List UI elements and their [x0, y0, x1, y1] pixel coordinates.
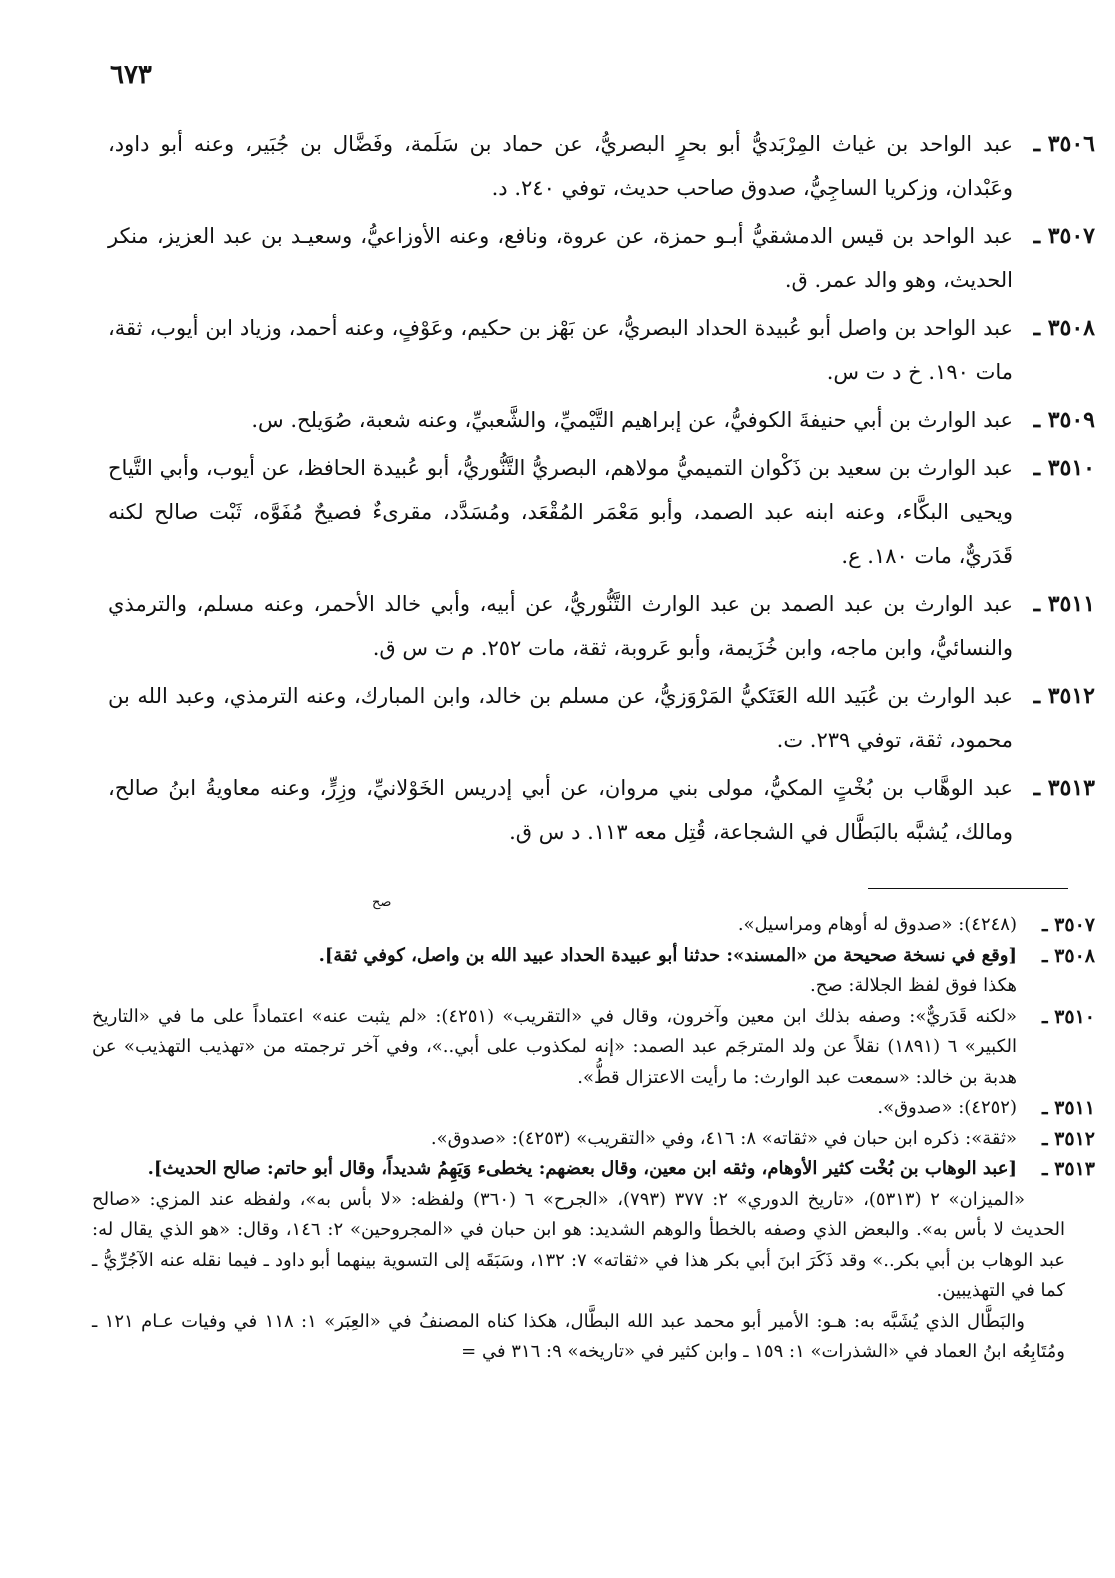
entry-number: ٣٥٠٩ ـ [1033, 407, 1095, 433]
entry-text: عبد الواحد بن قيس الدمشقيُّ أبـو حمزة، عن عروة، ونافع، وعنه الأوزاعيُّ، وسعيـد بن عبد العزيز، منكر الحديث، وهو والد عمر. ق. [108, 224, 1013, 292]
entry-text: عبد الوهَّاب بن بُخْتٍ المكيُّ، مولى بني مروان، عن أبي إدريس الخَوْلانيِّ، وزِرٍّ، وعنه معاويةُ ابنُ صالح، ومالك، يُشبَّه بالبَطَّال في الشجاعة، قُتِل معه ١١٣. د س ق. [108, 776, 1013, 844]
footnote-continuation: والبَطَّال الذي يُشَبَّه به: هـو: الأمير أبو محمد عبد الله البطَّال، هكذا كناه المصنفُ في «العِبَر» ١: ١١٨ في وفيات عـام ١٢١ ـ ومُتَابِعُه ابنُ العماد في «الشذرات» ١: ١٥٩ ـ وابن كثير في «تاريخه» ٩: ٣١٦ في = [92, 1310, 1065, 1362]
footnote-separator [868, 888, 1068, 889]
entry-number: ٣٥٠٦ ـ [1033, 131, 1095, 157]
page-number: ٦٧٣ [110, 60, 152, 90]
footnote-text: «لكنه قَدَريٌّ»: وصفه بذلك ابن معين وآخرون، وقال في «التقريب» (٤٢٥١): «لم يثبت عنه» اعتماداً على ما في «التاريخ الكبير» ٦ (١٨٩١) نقلاً عن ولد المترجَم عبد الصمد: «إنه لمكذوب على أبي..»، وفي آخر ترجمته من «تهذيب التهذيب» عن هدبة بن خالد: «سمعت عبد الوارث: ما رأيت الاعتزال قطُّ». [92, 1005, 1017, 1088]
entry [108, 446, 1095, 578]
entry-number: ٣٥١٣ ـ [1033, 775, 1095, 801]
entry-text: عبد الوارث بن عبد الصمد بن عبد الوارث التَّنُّوريُّ، عن أبيه، وأبي خالد الأحمر، وعنه مسلم، والترمذي والنسائيُّ، وابن ماجه، وابن خُزَيمة، وأبو عَروبة، ثقة، مات ٢٥٢. م ت س ق. [108, 592, 1013, 660]
footnote-bold-text: [عبد الوهاب بن بُخْت كثير الأوهام، وثقه ابن معين، وقال بعضهم: يخطىء وَيَهِمُ شديداً، وقال أبو حاتم: صالح الحديث]. [147, 1158, 1017, 1179]
footnote-bold-text: [وقع في نسخة صحيحة من «المسند»: حدثنا أبو عبيدة الحداد عبيد الله بن واصل، كوفي ثقة]. [318, 944, 1017, 966]
footnote-text: «ثقة»: ذكره ابن حبان في «ثقاته» ٨: ٤١٦، وفي «التقريب» (٤٢٥٣): «صدوق». [430, 1127, 1017, 1149]
footnote [92, 941, 1095, 1002]
entry [108, 306, 1095, 394]
entry [108, 582, 1095, 670]
footnote [92, 1124, 1095, 1155]
footnote [92, 910, 1095, 941]
entry [108, 674, 1095, 762]
entry [108, 122, 1095, 210]
footnote-number: ٣٥١٢ ـ [1041, 1127, 1095, 1150]
entries-list [108, 122, 1095, 858]
entry [108, 766, 1095, 854]
footnote-text: (٤٢٥٢): «صدوق». [877, 1097, 1017, 1118]
entry-text: عبد الوارث بن عُبَيد الله العَتَكيُّ المَرْوَزيُّ، عن مسلم بن خالد، وابن المبارك، وعنه الترمذي، وعبد الله بن محمود، ثقة، توفي ٢٣٩. ت. [108, 684, 1013, 752]
marginal-mark: صح [372, 895, 392, 910]
entry [108, 398, 1095, 442]
entry [108, 214, 1095, 302]
footnote-text: (٤٢٤٨): «صدوق له أوهام ومراسيل». [737, 914, 1017, 935]
footnote [92, 1002, 1095, 1094]
footnote-number: ٣٥١٣ ـ [1041, 1158, 1095, 1180]
footnote-text: هكذا فوق لفظ الجلالة: صح. [810, 975, 1017, 996]
footnote-number: ٣٥١٠ ـ [1041, 1005, 1095, 1028]
entry-number: ٣٥٠٧ ـ [1033, 223, 1095, 249]
footnote-number: ٣٥١١ ـ [1041, 1097, 1095, 1119]
footnote-number: ٣٥٠٧ ـ [1041, 914, 1095, 936]
footnotes [92, 910, 1095, 1368]
entry-text: عبد الوارث بن أبي حنيفةَ الكوفيُّ، عن إبراهيم التَّيْميِّ، والشَّعبيِّ، وعنه شعبة، صُوَيلح. س. [251, 408, 1013, 432]
entry-text: عبد الواحد بن غياث المِرْبَديُّ أبو بحرٍ البصريُّ، عن حماد بن سَلَمة، وفَضَّال بن جُبَير، وعنه أبو داود، وعَبْدان، وزكريا الساجِيُّ، صدوق صاحب حديث، توفي ٢٤٠. د. [108, 132, 1013, 200]
entry-number: ٣٥٠٨ ـ [1033, 315, 1095, 341]
entry-number: ٣٥١٢ ـ [1033, 683, 1095, 709]
footnote [92, 1154, 1095, 1185]
footnote-continuation: «الميزان» ٢ (٥٣١٣)، «تاريخ الدوري» ٢: ٣٧٧ (٧٩٣)، «الجرح» ٦ (٣٦٠) ولفظه: «لا بأس به»، ولفظه عند المزي: «صالح الحديث لا بأس به». والبعض الذي وصفه بالخطأ والوهم الشديد: هو ابن حبان في «المجروحين» ٢: ١٤٦، وقال: «هو الذي يقال له: عبد الوهاب بن أبي بكر..» وقد ذَكَرَ ابنَ أبي بكر هذا في «ثقاته» ٧: ١٣٢، وسَبَقَه إلى التسوية بينهما أبو داود ـ فيما نقله عنه الآجُرِّيُّ ـ كما في التهذيبين. [92, 1188, 1065, 1301]
footnote-number: ٣٥٠٨ ـ [1041, 944, 1095, 967]
entry-number: ٣٥١١ ـ [1033, 591, 1095, 617]
entry-text: عبد الوارث بن سعيد بن ذَكْوان التميميُّ مولاهم، البصريُّ التَّنُّوريُّ، أبو عُبيدة الحافظ، عن أيوب، وأبي التَّياح ويحيى البكَّاء، وعنه ابنه عبد الصمد، وأبو مَعْمَر المُقْعَد، ومُسَدَّد، مقرىءٌ فصيحٌ مُفَوَّه، ثَبْت صالح لكنه قَدَريٌّ، مات ١٨٠. ع. [108, 456, 1013, 568]
entry-number: ٣٥١٠ ـ [1033, 455, 1095, 481]
footnote [92, 1093, 1095, 1124]
entry-text: عبد الواحد بن واصل أبو عُبيدة الحداد البصريُّ، عن بَهْز بن حكيم، وعَوْفٍ، وعنه أحمد، وزياد ابن أيوب، ثقة، مات ١٩٠. خ د ت س. [108, 316, 1013, 384]
